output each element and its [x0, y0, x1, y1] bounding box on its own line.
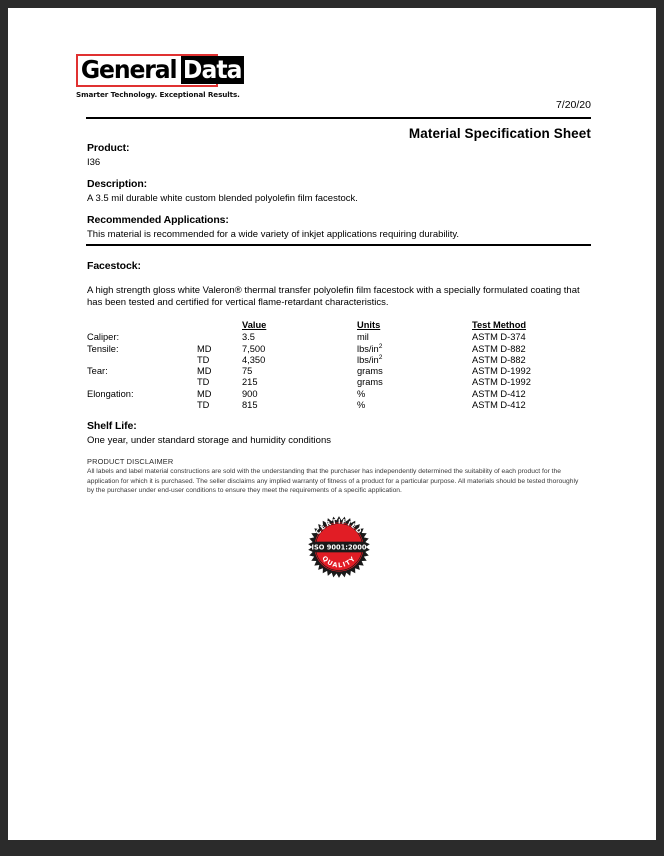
- logo-tagline: Smarter Technology. Exceptional Results.: [76, 90, 240, 99]
- cell-method: ASTM D-1992: [472, 377, 531, 388]
- logo-text-data: Data: [181, 56, 244, 84]
- cell-value: 3.5: [242, 332, 255, 343]
- table-header-row: [87, 320, 592, 332]
- seal-top-text: CERTIFIED: [313, 517, 365, 537]
- specification-table: [87, 320, 592, 411]
- col-header-property: [87, 320, 197, 332]
- disclaimer-text: All labels and label material constructions are sold with the understanding that the purchaser has independently determined the suitability of each product for the application for which it is purchased. The seller disclaims any implied warranty of fitness of a product for a particular purpose. All materials should be tested thoroughly by the purchaser under end-user conditions to ensure they meet the requirements of a specific application.: [87, 468, 579, 495]
- cell-method: ASTM D-882: [472, 343, 526, 354]
- page-title: Material Specification Sheet: [408, 126, 591, 141]
- cell-method: ASTM D-412: [472, 388, 526, 399]
- units-superscript: 2: [378, 353, 383, 361]
- cell-direction: TD: [197, 400, 210, 411]
- cell-value: 7,500: [242, 343, 266, 354]
- table-row: [87, 332, 592, 343]
- facestock-heading: Facestock:: [87, 260, 141, 272]
- description-text: A 3.5 mil durable white custom blended polyolefin film facestock.: [87, 193, 358, 204]
- cell-direction: MD: [197, 343, 212, 354]
- cell-property: Tensile:: [87, 343, 119, 354]
- cell-value: 4,350: [242, 354, 266, 365]
- table-row: [87, 355, 592, 366]
- company-logo: [76, 54, 242, 99]
- cell-units: lbs/$in^2$: [357, 342, 383, 354]
- shelf-life-text: One year, under standard storage and humidity conditions: [87, 435, 331, 446]
- disclaimer-title: PRODUCT DISCLAIMER: [87, 457, 174, 466]
- cell-property: Elongation:: [87, 388, 134, 399]
- page-content: [8, 8, 656, 840]
- section-divider: [86, 244, 591, 246]
- applications-heading: Recommended Applications:: [87, 214, 229, 226]
- table-row: [87, 389, 592, 400]
- cell-value: 75: [242, 366, 253, 377]
- cell-value: 215: [242, 377, 258, 388]
- cell-direction: TD: [197, 377, 210, 388]
- facestock-text: A high strength gloss white Valeron® thermal transfer polyolefin film facestock with a specially formulated coating that has been tested and certified for vertical flame-retardant characteristics.: [87, 285, 580, 309]
- seal-center-text: ISO 9001:2000: [311, 543, 367, 552]
- cell-method: ASTM D-412: [472, 400, 526, 411]
- cell-value: 815: [242, 400, 258, 411]
- cell-units: %: [357, 400, 366, 411]
- cell-method: ASTM D-1992: [472, 366, 531, 377]
- document-date: 7/20/20: [555, 99, 591, 111]
- cell-direction: MD: [197, 388, 212, 399]
- section-shelf-life: [87, 420, 597, 447]
- cell-property: Tear:: [87, 366, 108, 377]
- cell-units: grams: [357, 366, 383, 377]
- product-value: I36: [87, 157, 101, 168]
- header-divider: [86, 117, 591, 119]
- product-disclaimer: [87, 457, 583, 496]
- cell-units: grams: [357, 377, 383, 388]
- cell-direction: MD: [197, 366, 212, 377]
- section-product: [87, 142, 597, 169]
- col-header-units: Units: [357, 320, 381, 330]
- cell-method: ASTM D-882: [472, 354, 526, 365]
- logo-wordmark: [79, 55, 242, 84]
- cell-property: Caliper:: [87, 332, 120, 343]
- section-recommended-applications: [87, 214, 597, 241]
- table-row: [87, 377, 592, 388]
- col-header-value: Value: [242, 320, 267, 330]
- col-header-method: Test Method: [472, 320, 527, 330]
- cell-property: [87, 377, 197, 388]
- cell-direction: TD: [197, 354, 210, 365]
- cell-property: [87, 400, 197, 411]
- section-facestock: [87, 260, 597, 309]
- cell-units: %: [357, 388, 366, 399]
- applications-text: This material is recommended for a wide variety of inkjet applications requiring durability.: [87, 229, 460, 240]
- spec-table-body: [87, 332, 592, 411]
- seal-bottom-text: QUALITY: [320, 554, 358, 570]
- cell-direction: [197, 332, 242, 343]
- description-heading: Description:: [87, 178, 148, 190]
- cell-units: lbs/$in^2$: [357, 353, 383, 365]
- section-description: [87, 178, 597, 205]
- logo-mark: [76, 54, 242, 87]
- spec-table-head: [87, 320, 592, 332]
- table-row: [87, 400, 592, 411]
- cell-value: 900: [242, 388, 258, 399]
- shelf-life-heading: Shelf Life:: [87, 420, 137, 432]
- col-header-direction: [197, 320, 242, 332]
- units-superscript: 2: [378, 342, 383, 350]
- product-heading: Product:: [87, 142, 130, 154]
- iso-certification-seal-icon: [307, 515, 371, 579]
- table-row: [87, 344, 592, 355]
- logo-text-general: General: [80, 55, 177, 84]
- cell-method: ASTM D-374: [472, 332, 526, 343]
- document-page: [8, 8, 656, 840]
- cell-units: mil: [357, 332, 369, 343]
- cell-property: [87, 355, 197, 366]
- table-row: [87, 366, 592, 377]
